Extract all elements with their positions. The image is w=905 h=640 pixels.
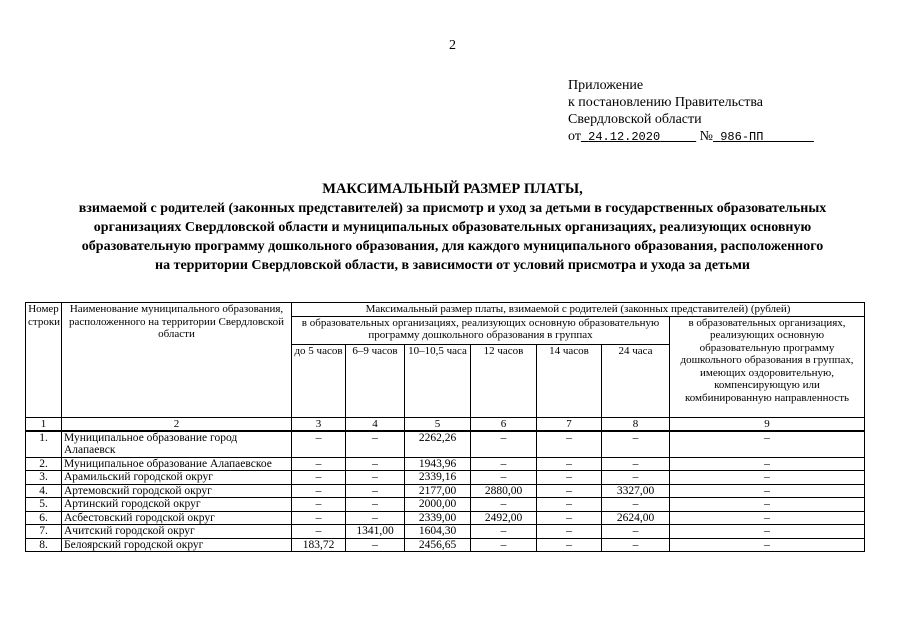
fee-cell: – (537, 484, 602, 498)
title-line-1: взимаемой с родителей (законных представителей) за присмотр и уход за детьми в государственных образовательных (78, 201, 827, 216)
fee-cell: – (292, 431, 346, 458)
fee-cell: 2492,00 (471, 511, 537, 525)
fee-cell: – (670, 538, 865, 552)
municipality-name: Ачитский городской округ (62, 525, 292, 539)
appendix-line-1: Приложение (568, 78, 644, 93)
table-row (26, 471, 865, 485)
municipality-name: Муниципальное образование Алапаевское (62, 457, 292, 471)
col-number: 9 (670, 417, 865, 431)
table-row (26, 498, 865, 512)
fee-cell: – (292, 498, 346, 512)
document-title (20, 180, 885, 275)
fee-cell: – (670, 484, 865, 498)
fee-cell: – (602, 471, 670, 485)
fee-cell: 1943,96 (405, 457, 471, 471)
row-number: 8. (26, 538, 62, 552)
fee-cell: – (346, 484, 405, 498)
appendix-line-2: к постановлению Правительства (568, 95, 764, 110)
municipality-name: Артемовский городской округ (62, 484, 292, 498)
header-up-to-5h: до 5 часов (292, 344, 346, 417)
page-number: 2 (449, 38, 456, 53)
appendix-date-line (568, 128, 814, 146)
col-number: 2 (62, 417, 292, 431)
resolution-date: 24.12.2020 (588, 130, 661, 144)
fee-cell: 2177,00 (405, 484, 471, 498)
fee-cell: 2456,65 (405, 538, 471, 552)
resolution-number: 986-ПП (720, 130, 764, 144)
fee-cell: – (471, 525, 537, 539)
fee-cell: – (292, 511, 346, 525)
fee-cell: – (537, 498, 602, 512)
col-number: 5 (405, 417, 471, 431)
fee-cell: – (602, 431, 670, 458)
header-group-special: в образовательных организациях, реализующих основную образовательную программу дошкольного образования в группах, имеющих оздоровительную, компенсирующую или комбинированную направленность (670, 316, 865, 417)
row-number: 1. (26, 431, 62, 458)
header-12h: 12 часов (471, 344, 537, 417)
fee-cell: – (602, 525, 670, 539)
fee-cell: – (471, 538, 537, 552)
title-line-4: на территории Свердловской области, в зависимости от условий присмотра и ухода за детьми (155, 258, 750, 273)
header-row-1 (26, 303, 865, 317)
fee-cell: – (346, 431, 405, 458)
municipality-name: Арамильский городской округ (62, 471, 292, 485)
date-prefix: от (568, 129, 581, 144)
fee-cell: 2880,00 (471, 484, 537, 498)
col-number: 7 (537, 417, 602, 431)
fee-cell: – (670, 498, 865, 512)
header-10-10-5h: 10–10,5 часа (405, 344, 471, 417)
column-number-row (26, 417, 865, 431)
col-number: 4 (346, 417, 405, 431)
fee-table (25, 302, 865, 552)
appendix-line-3: Свердловской области (568, 112, 702, 127)
row-number: 5. (26, 498, 62, 512)
fee-cell: – (602, 457, 670, 471)
table-row (26, 538, 865, 552)
fee-cell: 1604,30 (405, 525, 471, 539)
fee-cell: – (537, 457, 602, 471)
fee-cell: – (537, 538, 602, 552)
municipality-name: Муниципальное образование город Алапаевск (62, 431, 292, 458)
col-number: 8 (602, 417, 670, 431)
header-row-number: Номер строки (26, 303, 62, 418)
row-number: 7. (26, 525, 62, 539)
fee-cell: – (471, 498, 537, 512)
title-line-3: образовательную программу дошкольного образования, для каждого муниципального образования, расположенного (81, 239, 824, 254)
fee-cell: – (537, 471, 602, 485)
fee-cell: – (670, 471, 865, 485)
fee-cell: – (346, 471, 405, 485)
row-number: 6. (26, 511, 62, 525)
fee-cell: – (346, 538, 405, 552)
fee-cell: – (670, 457, 865, 471)
row-number: 4. (26, 484, 62, 498)
table-row (26, 511, 865, 525)
fee-cell: – (602, 498, 670, 512)
title-main: МАКСИМАЛЬНЫЙ РАЗМЕР ПЛАТЫ, (322, 181, 583, 197)
row-number: 2. (26, 457, 62, 471)
table-row (26, 457, 865, 471)
table-row (26, 484, 865, 498)
fee-cell: – (471, 471, 537, 485)
header-max-fee: Максимальный размер платы, взимаемой с родителей (законных представителей) (рублей) (292, 303, 865, 317)
fee-cell: – (346, 498, 405, 512)
fee-cell: – (292, 484, 346, 498)
municipality-name: Асбестовский городской округ (62, 511, 292, 525)
table-row (26, 431, 865, 458)
fee-cell: – (292, 525, 346, 539)
fee-cell: – (537, 431, 602, 458)
header-group-standard: в образовательных организациях, реализующих основную образовательную программу дошкольного образования в группах (292, 316, 670, 344)
header-municipality-name: Наименование муниципального образования, расположенного на территории Свердловской области (62, 303, 292, 418)
col-number: 3 (292, 417, 346, 431)
fee-cell: 2339,16 (405, 471, 471, 485)
fee-cell: – (537, 525, 602, 539)
fee-cell: – (471, 431, 537, 458)
fee-cell: 1341,00 (346, 525, 405, 539)
municipality-name: Артинский городской округ (62, 498, 292, 512)
municipality-name: Белоярский городской округ (62, 538, 292, 552)
fee-cell: 183,72 (292, 538, 346, 552)
fee-cell: 3327,00 (602, 484, 670, 498)
fee-cell: 2339,00 (405, 511, 471, 525)
fee-cell: 2624,00 (602, 511, 670, 525)
fee-cell: – (346, 511, 405, 525)
col-number: 1 (26, 417, 62, 431)
fee-cell: – (537, 511, 602, 525)
fee-cell: – (670, 431, 865, 458)
header-6-9h: 6–9 часов (346, 344, 405, 417)
fee-cell: 2000,00 (405, 498, 471, 512)
fee-cell: – (471, 457, 537, 471)
title-line-2: организациях Свердловской области и муниципальных образовательных организациях, реализующих основную (93, 220, 812, 235)
fee-cell: – (292, 471, 346, 485)
header-14h: 14 часов (537, 344, 602, 417)
col-number: 6 (471, 417, 537, 431)
table-row (26, 525, 865, 539)
row-number: 3. (26, 471, 62, 485)
fee-cell: – (602, 538, 670, 552)
fee-cell: – (670, 525, 865, 539)
fee-cell: – (346, 457, 405, 471)
fee-cell: 2262,26 (405, 431, 471, 458)
appendix-block (568, 77, 814, 146)
header-24h: 24 часа (602, 344, 670, 417)
fee-cell: – (292, 457, 346, 471)
number-prefix: № (699, 129, 714, 144)
fee-cell: – (670, 511, 865, 525)
